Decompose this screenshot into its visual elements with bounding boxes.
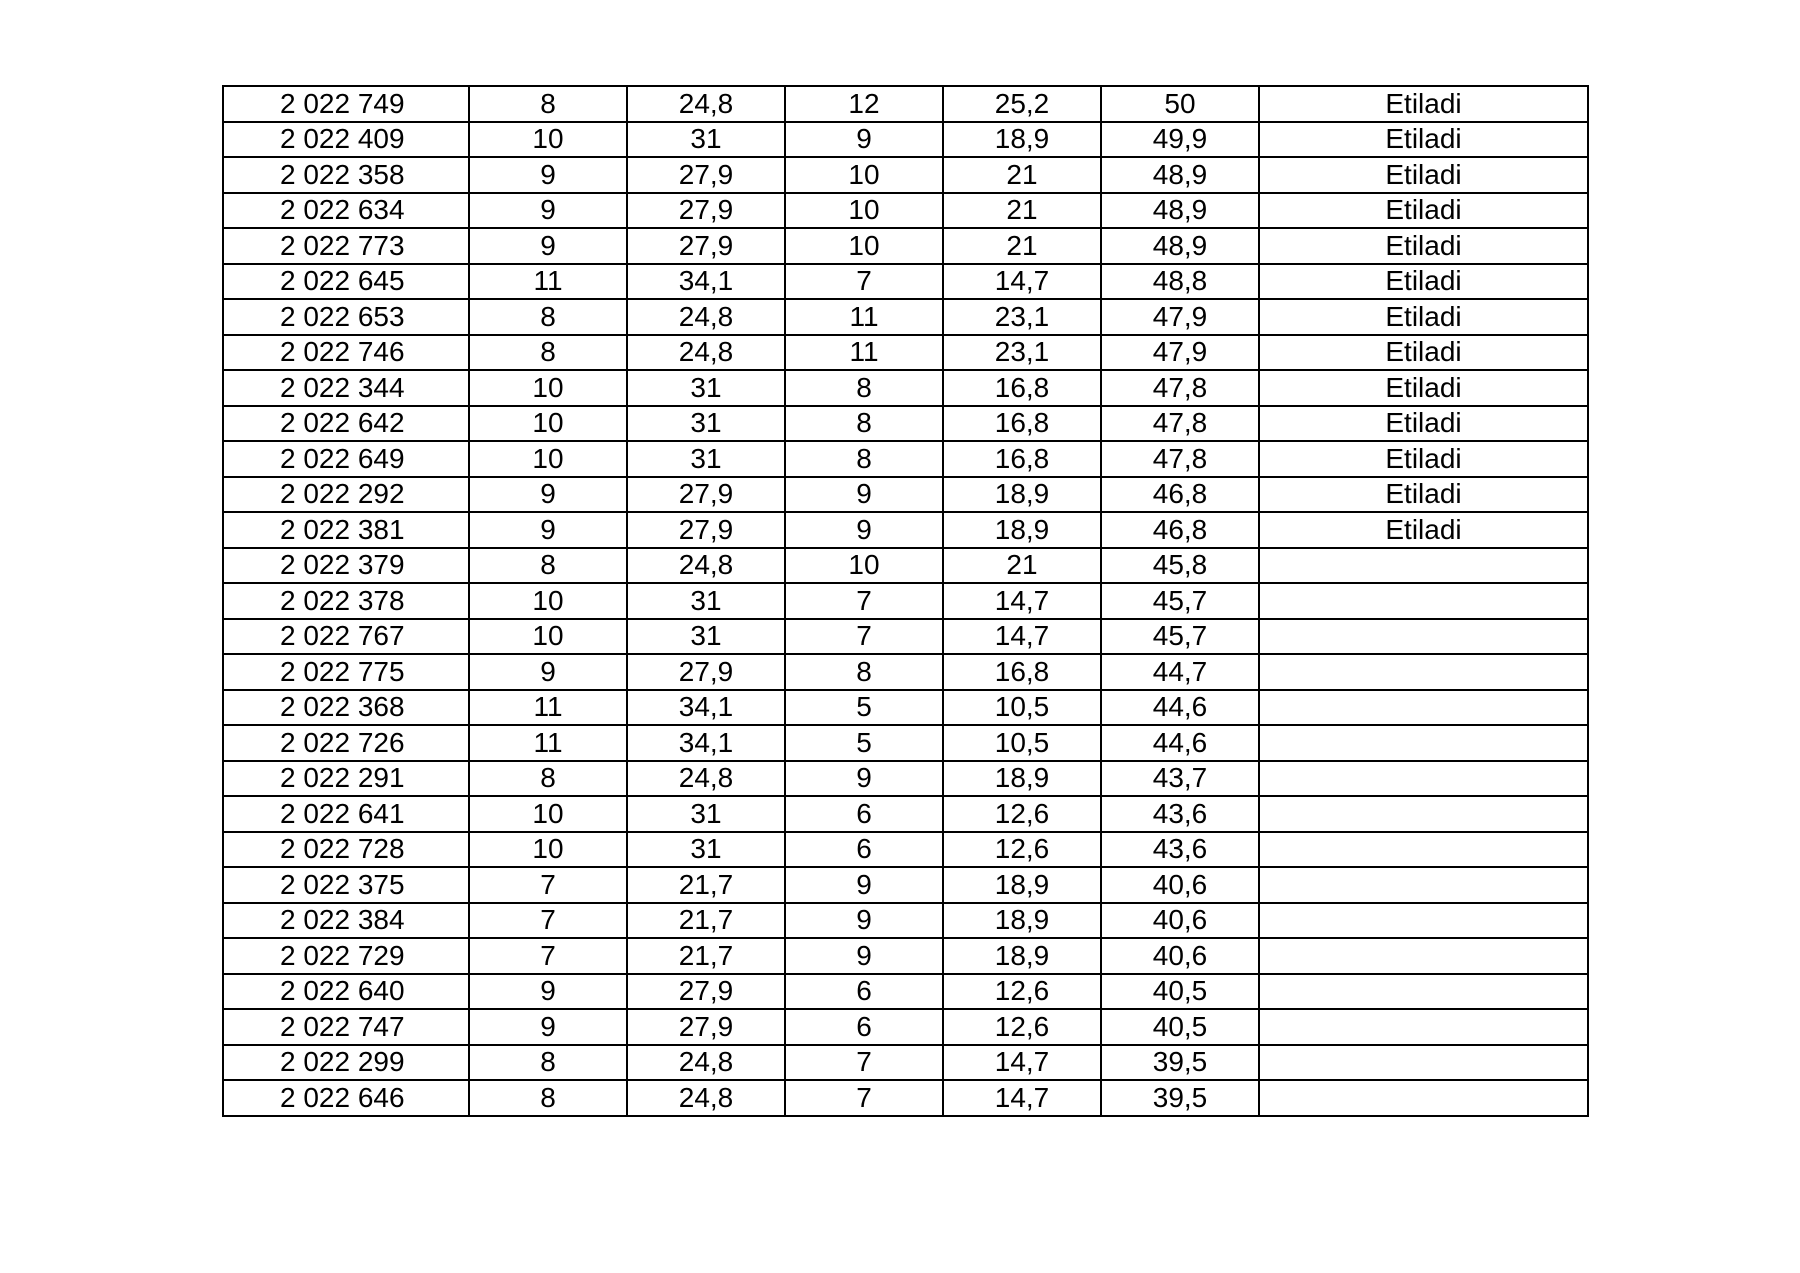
total-cell: 40,6 bbox=[1101, 903, 1259, 939]
count-b-cell: 10 bbox=[785, 193, 943, 229]
count-a-cell: 11 bbox=[469, 725, 627, 761]
score-b-cell: 23,1 bbox=[943, 299, 1101, 335]
count-b-cell: 11 bbox=[785, 299, 943, 335]
count-b-cell: 8 bbox=[785, 441, 943, 477]
score-a-cell: 27,9 bbox=[627, 1009, 785, 1045]
score-b-cell: 10,5 bbox=[943, 725, 1101, 761]
table-row bbox=[223, 583, 1588, 619]
count-a-cell: 9 bbox=[469, 228, 627, 264]
status-cell: Etiladi bbox=[1259, 299, 1588, 335]
table-row bbox=[223, 654, 1588, 690]
id-cell: 2 022 381 bbox=[223, 512, 469, 548]
count-a-cell: 7 bbox=[469, 903, 627, 939]
score-a-cell: 31 bbox=[627, 583, 785, 619]
count-b-cell: 9 bbox=[785, 903, 943, 939]
table-row bbox=[223, 832, 1588, 868]
total-cell: 43,6 bbox=[1101, 796, 1259, 832]
score-b-cell: 21 bbox=[943, 193, 1101, 229]
score-a-cell: 31 bbox=[627, 370, 785, 406]
id-cell: 2 022 653 bbox=[223, 299, 469, 335]
score-a-cell: 27,9 bbox=[627, 974, 785, 1010]
total-cell: 40,6 bbox=[1101, 867, 1259, 903]
id-cell: 2 022 773 bbox=[223, 228, 469, 264]
count-b-cell: 8 bbox=[785, 406, 943, 442]
id-cell: 2 022 368 bbox=[223, 690, 469, 726]
table-row bbox=[223, 370, 1588, 406]
status-cell bbox=[1259, 1009, 1588, 1045]
count-a-cell: 9 bbox=[469, 157, 627, 193]
id-cell: 2 022 634 bbox=[223, 193, 469, 229]
count-a-cell: 10 bbox=[469, 796, 627, 832]
count-a-cell: 8 bbox=[469, 1045, 627, 1081]
status-cell bbox=[1259, 796, 1588, 832]
score-b-cell: 14,7 bbox=[943, 619, 1101, 655]
id-cell: 2 022 775 bbox=[223, 654, 469, 690]
total-cell: 46,8 bbox=[1101, 477, 1259, 513]
score-a-cell: 21,7 bbox=[627, 867, 785, 903]
score-a-cell: 27,9 bbox=[627, 157, 785, 193]
count-a-cell: 10 bbox=[469, 441, 627, 477]
count-b-cell: 12 bbox=[785, 86, 943, 122]
total-cell: 44,6 bbox=[1101, 725, 1259, 761]
count-a-cell: 7 bbox=[469, 938, 627, 974]
total-cell: 48,9 bbox=[1101, 228, 1259, 264]
count-b-cell: 8 bbox=[785, 654, 943, 690]
score-a-cell: 24,8 bbox=[627, 335, 785, 371]
score-a-cell: 31 bbox=[627, 122, 785, 158]
count-a-cell: 9 bbox=[469, 654, 627, 690]
id-cell: 2 022 375 bbox=[223, 867, 469, 903]
score-a-cell: 27,9 bbox=[627, 228, 785, 264]
score-b-cell: 18,9 bbox=[943, 938, 1101, 974]
id-cell: 2 022 299 bbox=[223, 1045, 469, 1081]
status-cell bbox=[1259, 832, 1588, 868]
count-b-cell: 9 bbox=[785, 867, 943, 903]
score-a-cell: 24,8 bbox=[627, 761, 785, 797]
total-cell: 43,7 bbox=[1101, 761, 1259, 797]
score-a-cell: 27,9 bbox=[627, 193, 785, 229]
status-cell: Etiladi bbox=[1259, 512, 1588, 548]
status-cell bbox=[1259, 1045, 1588, 1081]
score-a-cell: 34,1 bbox=[627, 725, 785, 761]
count-a-cell: 11 bbox=[469, 690, 627, 726]
score-a-cell: 27,9 bbox=[627, 477, 785, 513]
score-b-cell: 16,8 bbox=[943, 370, 1101, 406]
score-a-cell: 21,7 bbox=[627, 938, 785, 974]
id-cell: 2 022 640 bbox=[223, 974, 469, 1010]
table-row bbox=[223, 512, 1588, 548]
status-cell: Etiladi bbox=[1259, 406, 1588, 442]
status-cell bbox=[1259, 974, 1588, 1010]
score-b-cell: 18,9 bbox=[943, 903, 1101, 939]
status-cell: Etiladi bbox=[1259, 335, 1588, 371]
score-a-cell: 24,8 bbox=[627, 1045, 785, 1081]
status-cell bbox=[1259, 654, 1588, 690]
id-cell: 2 022 645 bbox=[223, 264, 469, 300]
table-row bbox=[223, 122, 1588, 158]
total-cell: 45,7 bbox=[1101, 583, 1259, 619]
count-a-cell: 10 bbox=[469, 583, 627, 619]
table-row bbox=[223, 335, 1588, 371]
id-cell: 2 022 649 bbox=[223, 441, 469, 477]
score-a-cell: 31 bbox=[627, 832, 785, 868]
id-cell: 2 022 384 bbox=[223, 903, 469, 939]
count-a-cell: 9 bbox=[469, 1009, 627, 1045]
id-cell: 2 022 291 bbox=[223, 761, 469, 797]
score-a-cell: 24,8 bbox=[627, 86, 785, 122]
total-cell: 47,9 bbox=[1101, 299, 1259, 335]
count-b-cell: 6 bbox=[785, 1009, 943, 1045]
score-a-cell: 21,7 bbox=[627, 903, 785, 939]
count-b-cell: 6 bbox=[785, 796, 943, 832]
count-a-cell: 8 bbox=[469, 1080, 627, 1116]
score-b-cell: 10,5 bbox=[943, 690, 1101, 726]
score-b-cell: 25,2 bbox=[943, 86, 1101, 122]
total-cell: 44,7 bbox=[1101, 654, 1259, 690]
status-cell: Etiladi bbox=[1259, 477, 1588, 513]
count-a-cell: 9 bbox=[469, 974, 627, 1010]
status-cell: Etiladi bbox=[1259, 441, 1588, 477]
id-cell: 2 022 642 bbox=[223, 406, 469, 442]
score-a-cell: 24,8 bbox=[627, 299, 785, 335]
status-cell: Etiladi bbox=[1259, 122, 1588, 158]
table-row bbox=[223, 228, 1588, 264]
score-b-cell: 16,8 bbox=[943, 441, 1101, 477]
id-cell: 2 022 728 bbox=[223, 832, 469, 868]
total-cell: 47,8 bbox=[1101, 406, 1259, 442]
table-row bbox=[223, 441, 1588, 477]
count-b-cell: 9 bbox=[785, 122, 943, 158]
score-b-cell: 12,6 bbox=[943, 832, 1101, 868]
total-cell: 46,8 bbox=[1101, 512, 1259, 548]
status-cell bbox=[1259, 1080, 1588, 1116]
total-cell: 47,8 bbox=[1101, 370, 1259, 406]
table-row bbox=[223, 406, 1588, 442]
score-a-cell: 31 bbox=[627, 619, 785, 655]
score-b-cell: 18,9 bbox=[943, 477, 1101, 513]
score-a-cell: 31 bbox=[627, 796, 785, 832]
score-b-cell: 21 bbox=[943, 548, 1101, 584]
status-cell: Etiladi bbox=[1259, 86, 1588, 122]
score-a-cell: 24,8 bbox=[627, 548, 785, 584]
table-row bbox=[223, 86, 1588, 122]
status-cell bbox=[1259, 690, 1588, 726]
score-a-cell: 31 bbox=[627, 406, 785, 442]
status-cell: Etiladi bbox=[1259, 228, 1588, 264]
count-a-cell: 7 bbox=[469, 867, 627, 903]
count-a-cell: 9 bbox=[469, 193, 627, 229]
id-cell: 2 022 292 bbox=[223, 477, 469, 513]
table-row bbox=[223, 619, 1588, 655]
table-row bbox=[223, 1045, 1588, 1081]
score-a-cell: 34,1 bbox=[627, 690, 785, 726]
count-b-cell: 5 bbox=[785, 690, 943, 726]
table-row bbox=[223, 264, 1588, 300]
score-a-cell: 27,9 bbox=[627, 654, 785, 690]
total-cell: 50 bbox=[1101, 86, 1259, 122]
score-b-cell: 23,1 bbox=[943, 335, 1101, 371]
status-cell: Etiladi bbox=[1259, 193, 1588, 229]
count-b-cell: 8 bbox=[785, 370, 943, 406]
count-b-cell: 7 bbox=[785, 619, 943, 655]
id-cell: 2 022 726 bbox=[223, 725, 469, 761]
table-row bbox=[223, 796, 1588, 832]
status-cell bbox=[1259, 548, 1588, 584]
score-b-cell: 16,8 bbox=[943, 654, 1101, 690]
status-cell bbox=[1259, 725, 1588, 761]
count-b-cell: 7 bbox=[785, 583, 943, 619]
total-cell: 48,8 bbox=[1101, 264, 1259, 300]
score-b-cell: 14,7 bbox=[943, 1080, 1101, 1116]
count-b-cell: 5 bbox=[785, 725, 943, 761]
total-cell: 43,6 bbox=[1101, 832, 1259, 868]
score-a-cell: 24,8 bbox=[627, 1080, 785, 1116]
id-cell: 2 022 358 bbox=[223, 157, 469, 193]
id-cell: 2 022 747 bbox=[223, 1009, 469, 1045]
count-b-cell: 9 bbox=[785, 477, 943, 513]
total-cell: 47,9 bbox=[1101, 335, 1259, 371]
score-b-cell: 14,7 bbox=[943, 264, 1101, 300]
table-row bbox=[223, 761, 1588, 797]
total-cell: 40,6 bbox=[1101, 938, 1259, 974]
count-a-cell: 10 bbox=[469, 122, 627, 158]
count-a-cell: 8 bbox=[469, 761, 627, 797]
table-row bbox=[223, 1009, 1588, 1045]
count-a-cell: 10 bbox=[469, 832, 627, 868]
status-cell bbox=[1259, 903, 1588, 939]
results-table bbox=[222, 85, 1589, 1117]
count-a-cell: 10 bbox=[469, 406, 627, 442]
score-b-cell: 16,8 bbox=[943, 406, 1101, 442]
status-cell: Etiladi bbox=[1259, 370, 1588, 406]
count-a-cell: 8 bbox=[469, 86, 627, 122]
id-cell: 2 022 379 bbox=[223, 548, 469, 584]
count-b-cell: 7 bbox=[785, 264, 943, 300]
total-cell: 40,5 bbox=[1101, 1009, 1259, 1045]
count-a-cell: 9 bbox=[469, 512, 627, 548]
total-cell: 47,8 bbox=[1101, 441, 1259, 477]
id-cell: 2 022 641 bbox=[223, 796, 469, 832]
total-cell: 48,9 bbox=[1101, 193, 1259, 229]
count-a-cell: 8 bbox=[469, 548, 627, 584]
table-row bbox=[223, 193, 1588, 229]
id-cell: 2 022 729 bbox=[223, 938, 469, 974]
status-cell: Etiladi bbox=[1259, 157, 1588, 193]
count-b-cell: 6 bbox=[785, 832, 943, 868]
total-cell: 45,8 bbox=[1101, 548, 1259, 584]
score-b-cell: 18,9 bbox=[943, 761, 1101, 797]
score-b-cell: 18,9 bbox=[943, 122, 1101, 158]
status-cell bbox=[1259, 867, 1588, 903]
table-row bbox=[223, 1080, 1588, 1116]
id-cell: 2 022 646 bbox=[223, 1080, 469, 1116]
score-b-cell: 12,6 bbox=[943, 974, 1101, 1010]
id-cell: 2 022 749 bbox=[223, 86, 469, 122]
total-cell: 49,9 bbox=[1101, 122, 1259, 158]
count-a-cell: 9 bbox=[469, 477, 627, 513]
score-b-cell: 12,6 bbox=[943, 796, 1101, 832]
count-b-cell: 7 bbox=[785, 1045, 943, 1081]
count-b-cell: 10 bbox=[785, 157, 943, 193]
score-b-cell: 12,6 bbox=[943, 1009, 1101, 1045]
table-row bbox=[223, 903, 1588, 939]
total-cell: 39,5 bbox=[1101, 1080, 1259, 1116]
status-cell bbox=[1259, 619, 1588, 655]
count-b-cell: 6 bbox=[785, 974, 943, 1010]
table-row bbox=[223, 477, 1588, 513]
table-row bbox=[223, 725, 1588, 761]
table-row bbox=[223, 548, 1588, 584]
count-a-cell: 11 bbox=[469, 264, 627, 300]
table-row bbox=[223, 974, 1588, 1010]
count-b-cell: 7 bbox=[785, 1080, 943, 1116]
count-b-cell: 11 bbox=[785, 335, 943, 371]
score-a-cell: 27,9 bbox=[627, 512, 785, 548]
count-b-cell: 10 bbox=[785, 548, 943, 584]
total-cell: 48,9 bbox=[1101, 157, 1259, 193]
total-cell: 44,6 bbox=[1101, 690, 1259, 726]
id-cell: 2 022 746 bbox=[223, 335, 469, 371]
count-b-cell: 9 bbox=[785, 761, 943, 797]
status-cell bbox=[1259, 938, 1588, 974]
score-a-cell: 34,1 bbox=[627, 264, 785, 300]
id-cell: 2 022 767 bbox=[223, 619, 469, 655]
table-row bbox=[223, 299, 1588, 335]
count-b-cell: 9 bbox=[785, 512, 943, 548]
count-b-cell: 10 bbox=[785, 228, 943, 264]
table-row bbox=[223, 157, 1588, 193]
total-cell: 45,7 bbox=[1101, 619, 1259, 655]
id-cell: 2 022 378 bbox=[223, 583, 469, 619]
score-b-cell: 18,9 bbox=[943, 867, 1101, 903]
count-a-cell: 8 bbox=[469, 299, 627, 335]
score-b-cell: 18,9 bbox=[943, 512, 1101, 548]
count-a-cell: 10 bbox=[469, 370, 627, 406]
count-a-cell: 8 bbox=[469, 335, 627, 371]
score-a-cell: 31 bbox=[627, 441, 785, 477]
results-table-body bbox=[223, 86, 1588, 1116]
table-row bbox=[223, 690, 1588, 726]
status-cell: Etiladi bbox=[1259, 264, 1588, 300]
status-cell bbox=[1259, 761, 1588, 797]
table-row bbox=[223, 938, 1588, 974]
score-b-cell: 14,7 bbox=[943, 1045, 1101, 1081]
total-cell: 40,5 bbox=[1101, 974, 1259, 1010]
total-cell: 39,5 bbox=[1101, 1045, 1259, 1081]
table-row bbox=[223, 867, 1588, 903]
id-cell: 2 022 409 bbox=[223, 122, 469, 158]
status-cell bbox=[1259, 583, 1588, 619]
count-a-cell: 10 bbox=[469, 619, 627, 655]
score-b-cell: 21 bbox=[943, 228, 1101, 264]
score-b-cell: 14,7 bbox=[943, 583, 1101, 619]
count-b-cell: 9 bbox=[785, 938, 943, 974]
id-cell: 2 022 344 bbox=[223, 370, 469, 406]
score-b-cell: 21 bbox=[943, 157, 1101, 193]
